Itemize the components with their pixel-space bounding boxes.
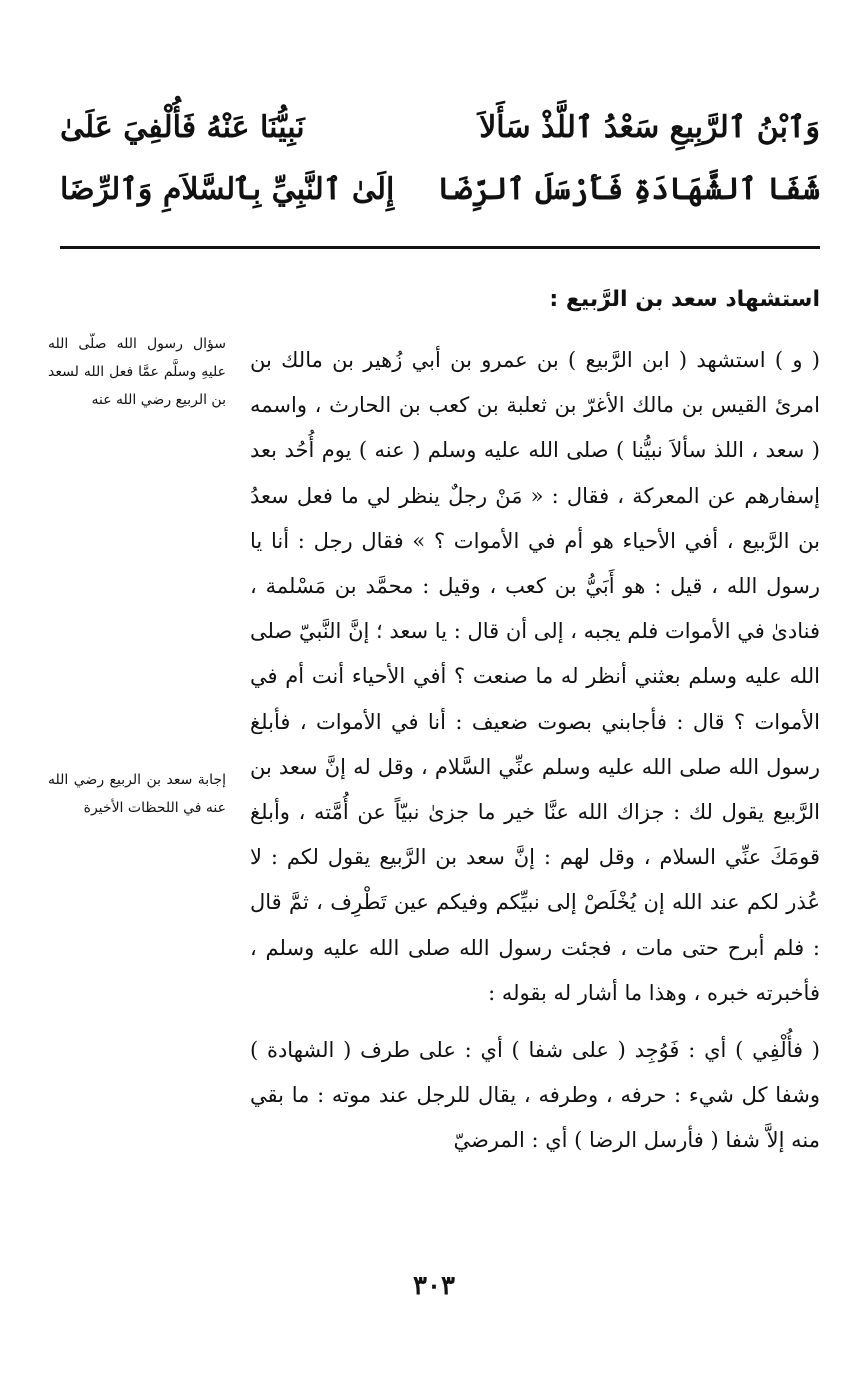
horizontal-rule bbox=[60, 246, 820, 249]
poem-line-2-second-hemistich: إِلَىٰ ٱلنَّبِيِّ بِٱلسَّلاَمِ وَٱلرِّضَا bbox=[60, 172, 395, 207]
poem-line-2-first-hemistich: شَفَا ٱلشَّهَادَةِ فَأَرْسَلَ ٱلرِّضَا bbox=[437, 172, 820, 207]
poem-line-2 bbox=[60, 162, 820, 218]
poem-line-1-second-hemistich: نَبِيُّنَا عَنْهُ فَأُلْفِيَ عَلَىٰ bbox=[60, 110, 305, 145]
commentary-paragraph: ( فأُلْفِي ) أي : فَوُجِد ( على شفا ) أي : على طرف ( الشهادة ) وشفا كل شيء : حرفه ، وطرفه ، يقال للرجل عند موته : ما بقي منه إلاَّ شفا ( فأرسل الرضا ) أي : المرضيّ bbox=[250, 1038, 820, 1153]
commentary-paragraph: ( و ) استشهد ( ابن الرَّبيع ) بن عمرو بن أبي زُهير بن مالك بن امرئ القيس بن مالك الأغرّ بن ثعلبة بن كعب بن الحارث ، واسمه ( سعد ، اللذ سألاَ نبيُّنا ) صلى الله عليه وسلم ( عنه ) يوم أُحُد بعد إسفارهم عن المعركة ، فقال : « مَنْ رجلٌ ينظر لي ما فعل سعدُ بن الرَّبيع ، أفي الأحياء هو أم في الأموات ؟ » فقال رجل : أنا يا رسول الله ، قيل : هو أَبَيُّ بن كعب ، وقيل : محمَّد بن مَسْلمة ، فنادىٰ في الأموات فلم يجبه ، إلى أن قال : يا سعد ؛ إنَّ النَّبيّ صلى الله عليه وسلم بعثني أنظر له ما صنعت ؟ أفي الأحياء أنت أم في الأموات ؟ قال : فأجابني بصوت ضعيف : أنا في الأموات ، فأبلغ رسول الله صلى الله عليه وسلم عنِّي السَّلام ، وقل له إنَّ سعد بن الرَّبيع يقول لك : جزاك الله عنَّا خير ما جزىٰ نبيّاً عن أُمَّته ، وأبلغ قومَكَ عنِّي السلام ، وقل لهم : إنَّ سعد بن الرَّبيع يقول لكم : لا عُذر لكم عند الله إن يُخْلَصْ إلى نبيِّكم وفيكم عين تَطْرِف ، ثمَّ قال : فلم أبرح حتى مات ، فجئت رسول الله صلى الله عليه وسلم ، فأخبرته خبره ، وهذا ما أشار له بقوله : bbox=[250, 348, 820, 1005]
page-number: ٣٠٣ bbox=[413, 1271, 455, 1301]
poem-line-1-first-hemistich: وَٱبْنُ ٱلرَّبِيعِ سَعْدُ ٱللَّذْ سَأَلاَ bbox=[479, 110, 820, 145]
poem-line-1 bbox=[60, 100, 820, 156]
section-heading: استشهاد سعد بن الرَّبيع : bbox=[549, 287, 820, 312]
commentary-body bbox=[250, 338, 820, 1164]
margin-note: إجابة سعد بن الربيع رضي الله عنه في اللحظات الأخيرة bbox=[48, 772, 226, 816]
margin-note: سؤال رسول الله صلّى الله عليهِ وسلَّم عمَّا فعل الله لسعد بن الربيع رضي الله عنه bbox=[48, 336, 226, 408]
